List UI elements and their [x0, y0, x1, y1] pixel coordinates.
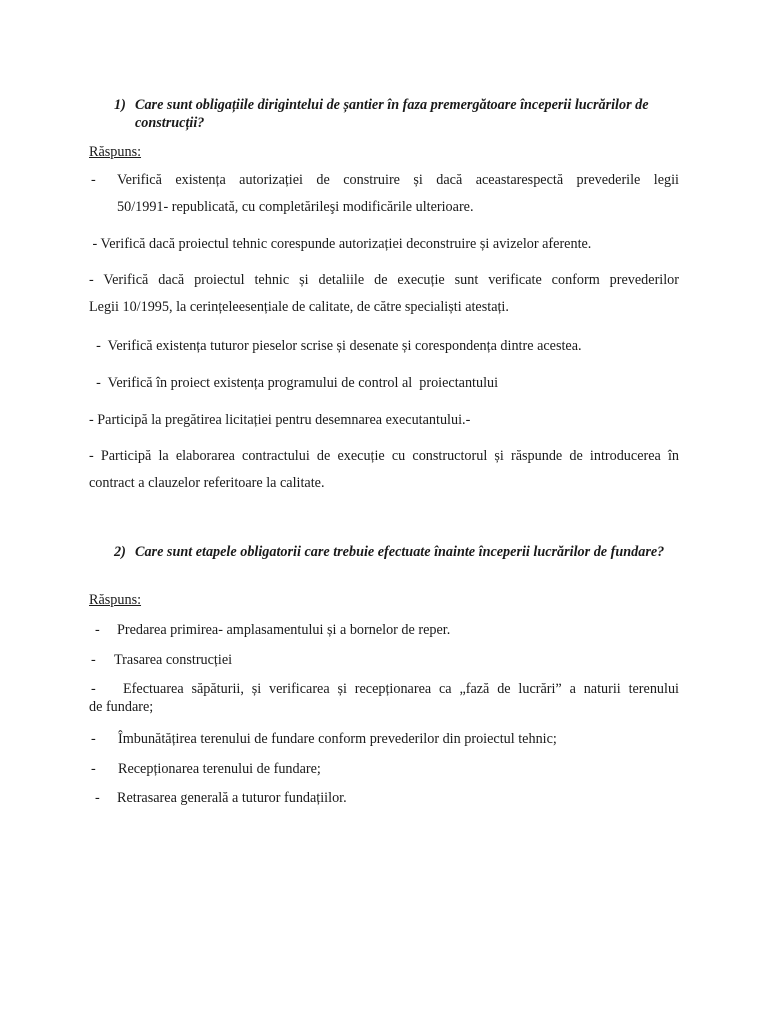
item-line: Efectuarea săpăturii, și verificarea și recepționarea ca „fază de lucrări” a naturii terenului	[123, 681, 679, 697]
item-line: de fundare;	[89, 699, 154, 715]
item-line: contract a clauzelor referitoare la calitate.	[89, 475, 325, 491]
answer-item	[89, 443, 679, 497]
answer-item: - Verifică existența tuturor pieselor scrise și desenate și corespondența dintre acestea.	[89, 338, 582, 354]
question-1-heading	[114, 96, 684, 132]
bullet-dash: -	[91, 731, 96, 747]
item-line: 50/1991- republicată, cu completărileşi modificările ulterioare.	[117, 199, 474, 215]
answer-label: Răspuns:	[89, 144, 142, 160]
answer-item	[89, 730, 679, 748]
bullet-dash: -	[91, 652, 96, 668]
item-text: Recepționarea terenului de fundare;	[118, 761, 321, 777]
question-2-heading	[114, 543, 684, 561]
answer-item: - Verifică în proiect existența programului de control al proiectantului	[89, 375, 499, 391]
question-text: Care sunt obligațiile dirigintelui de șantier în faza premergătoare începerii lucrărilor de construcții?	[135, 97, 649, 131]
item-text: Retrasarea generală a tuturor fundațiilor.	[117, 790, 347, 806]
answer-item	[89, 621, 679, 639]
question-number: 2)	[114, 544, 126, 560]
item-line: Legii 10/1995, la cerințeleesențiale de calitate, de către specialiști atestați.	[89, 299, 509, 315]
item-text: Predarea primirea- amplasamentului și a bornelor de reper.	[117, 622, 451, 638]
question-text: Care sunt etapele obligatorii care trebuie efectuate înainte începerii lucrărilor de fundare?	[135, 544, 665, 560]
bullet-dash: -	[91, 681, 96, 697]
answer-item	[89, 167, 679, 221]
item-line: Verifică existența autorizației de construire și dacă aceastarespectă prevederile legii	[117, 172, 679, 188]
answer-label: Răspuns:	[89, 592, 142, 608]
answer-item	[89, 680, 679, 716]
answer-item	[89, 267, 679, 321]
answer-item: - Participă la pregătirea licitației pentru desemnarea executantului.-	[89, 412, 471, 428]
answer-item	[89, 789, 679, 807]
item-line: - Verifică dacă proiectul tehnic și detaliile de execuție sunt verificate conform prevederilor	[89, 272, 679, 288]
item-line: - Participă la elaborarea contractului de execuție cu constructorul și răspunde de introducerea în	[89, 448, 679, 464]
question-number: 1)	[114, 97, 126, 113]
item-text: Trasarea construcției	[114, 652, 233, 668]
bullet-dash: -	[95, 622, 100, 638]
answer-item: - Verifică dacă proiectul tehnic corespunde autorizației deconstruire și avizelor aferente.	[89, 236, 592, 252]
answer-item	[89, 760, 679, 778]
bullet-dash: -	[91, 761, 96, 777]
bullet-dash: -	[95, 790, 100, 806]
bullet-dash: -	[91, 172, 96, 188]
item-text: Îmbunătățirea terenului de fundare conform prevederilor din proiectul tehnic;	[118, 731, 557, 747]
answer-item	[89, 651, 679, 669]
